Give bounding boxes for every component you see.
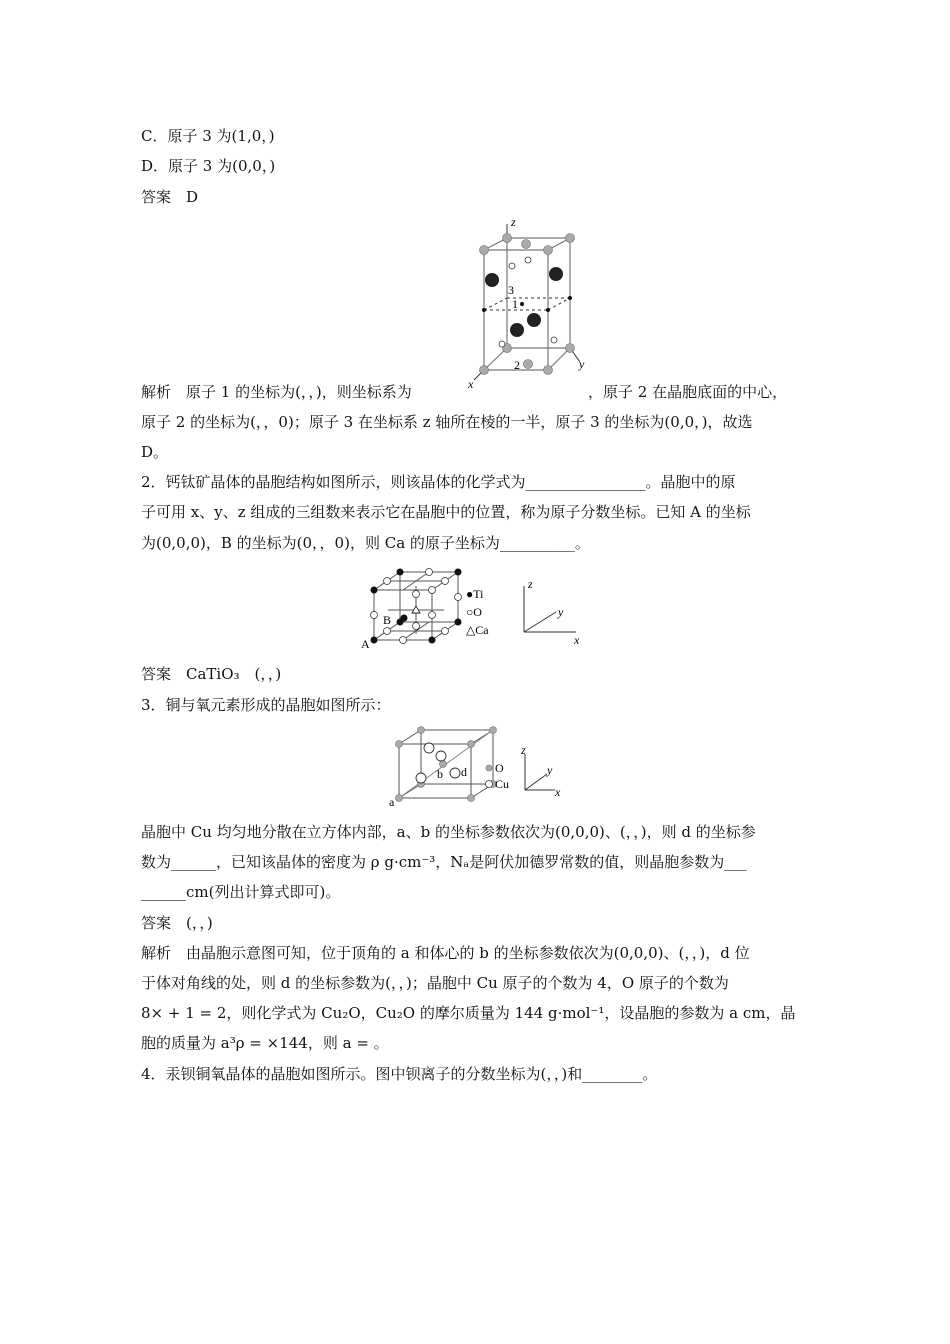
atom-3-label: 3 bbox=[508, 283, 514, 297]
axis-y-label: y bbox=[579, 357, 585, 371]
atom-a-label: A bbox=[361, 637, 370, 651]
axis-y-label: y bbox=[547, 763, 553, 777]
option-c: C．原子 3 为(1,0，) bbox=[141, 127, 275, 145]
figure-perovskite bbox=[358, 566, 588, 652]
axis-x-label: x bbox=[574, 633, 580, 647]
atom-2-label: 2 bbox=[514, 358, 520, 372]
atom-a-label: a bbox=[389, 795, 395, 808]
axis-z-label: z bbox=[528, 577, 533, 591]
answer-2: 答案 CaTiO₃ (，，) bbox=[141, 665, 282, 683]
atom-b-label: b bbox=[437, 767, 443, 781]
question-2-line-a: 2．钙钛矿晶体的晶胞结构如图所示，则该晶体的化学式为________________。晶胞中的原 bbox=[141, 473, 736, 491]
question-3-line-b: 数为______，已知该晶体的密度为 ρ g·cm⁻³，Nₐ是阿伏加德罗常数的值，则晶胞参数为___ bbox=[141, 853, 747, 871]
legend-ti: ●Ti bbox=[466, 587, 484, 601]
question-2-line-b: 子可用 x、y、z 组成的三组数来表示它在晶胞中的位置，称为原子分数坐标。已知 A 的坐标 bbox=[141, 503, 751, 521]
figure-cu2o-cell bbox=[385, 726, 565, 808]
axis-x-label: x bbox=[468, 377, 474, 390]
legend-o-marker bbox=[486, 765, 492, 771]
explanation-1-line-a: 解析 原子 1 的坐标为(，，)，则坐标系为 bbox=[141, 383, 412, 401]
atom-b-label: B bbox=[383, 613, 392, 627]
answer-3: 答案 (，，) bbox=[141, 914, 213, 932]
axis-z-label: z bbox=[521, 743, 526, 757]
question-2-line-c: 为(0,0,0)，B 的坐标为(0，，0)，则 Ca 的原子坐标为__________。 bbox=[141, 534, 590, 552]
explanation-3-line-c: 8× + 1 = 2，则化学式为 Cu₂O，Cu₂O 的摩尔质量为 144 g·mol⁻¹，设晶胞的参数为 a cm，晶 bbox=[141, 1004, 796, 1022]
question-3: 3．铜与氧元素形成的晶胞如图所示： bbox=[141, 696, 391, 714]
legend-ca: △Ca bbox=[466, 623, 489, 637]
legend-cu-marker bbox=[486, 781, 493, 788]
atom-1-label: 1 bbox=[512, 297, 518, 311]
question-3-line-a: 晶胞中 Cu 均匀地分散在立方体内部，a、b 的坐标参数依次为(0,0,0)、(，，)，则 d 的坐标参 bbox=[141, 823, 756, 841]
explanation-1-line-a2: ，原子 2 在晶胞底面的中心， bbox=[588, 383, 788, 401]
atom-d-label: d bbox=[461, 765, 467, 779]
axis-z-label: z bbox=[511, 215, 516, 229]
legend-cu: Cu bbox=[495, 777, 510, 791]
legend-o: O bbox=[495, 761, 504, 775]
answer-1: 答案 D bbox=[141, 188, 199, 206]
explanation-3-line-b: 于体对角线的处，则 d 的坐标参数为(，，)；晶胞中 Cu 原子的个数为 4，O 原子的个数为 bbox=[141, 974, 729, 992]
legend-o: ○O bbox=[466, 605, 482, 619]
option-d: D．原子 3 为(0,0，) bbox=[141, 157, 276, 175]
explanation-1-line-c: D。 bbox=[141, 443, 169, 461]
axis-y-label: y bbox=[558, 605, 564, 619]
explanation-3-line-d: 胞的质量为 a³ρ = ×144，则 a = 。 bbox=[141, 1034, 389, 1052]
question-3-line-c: ______cm(列出计算式即可)。 bbox=[141, 883, 341, 901]
explanation-3-line-a: 解析 由晶胞示意图可知，位于顶角的 a 和体心的 b 的坐标参数依次为(0,0,0)、(，，)，d 位 bbox=[141, 944, 750, 962]
question-4: 4．汞钡铜氧晶体的晶胞如图所示。图中钡离子的分数坐标为(，，)和________。 bbox=[141, 1065, 658, 1083]
figure-unit-cell-1 bbox=[462, 212, 592, 390]
axis-x-label: x bbox=[555, 785, 561, 799]
explanation-1-line-b: 原子 2 的坐标为(，，0)；原子 3 在坐标系 z 轴所在棱的一半，原子 3 的坐标为(0,0，)，故选 bbox=[141, 413, 753, 431]
